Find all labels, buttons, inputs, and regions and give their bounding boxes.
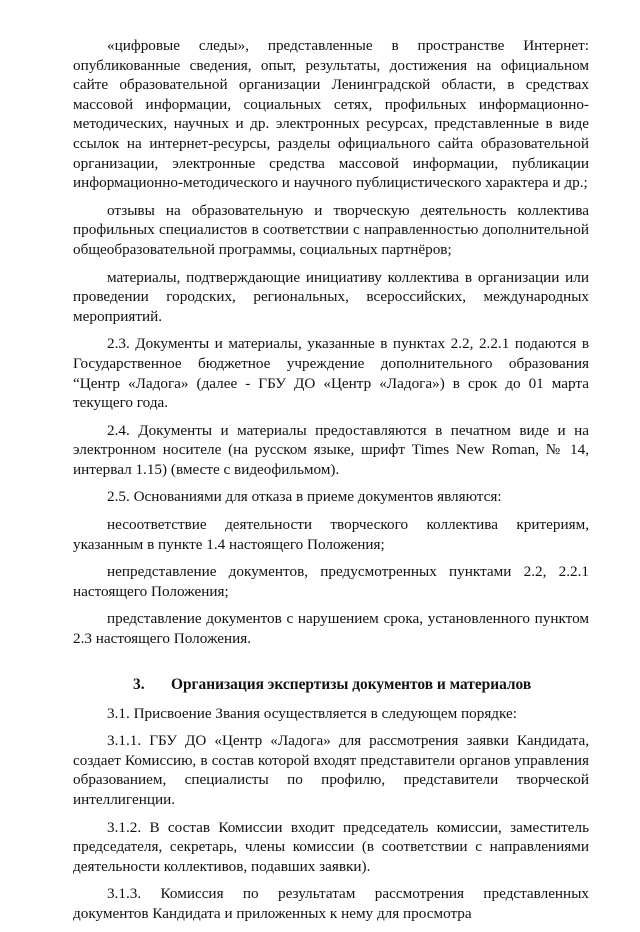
paragraph-reviews: отзывы на образовательную и творческую деятельность коллектива профильных специалистов в соответствии с направленностью дополнительной общеобразовательной программы, социальных партнёров; [73,201,589,258]
paragraph-initiative-materials: материалы, подтверждающие инициативу коллектива в организации или проведении городских, региональных, всероссийских, международных мероприятий. [73,268,589,325]
paragraph-refusal-late: представление документов с нарушением срока, установленного пунктом 2.3 настоящего Положения. [73,610,589,648]
section-title: Организация экспертизы документов и материалов [171,675,532,693]
section-number: 3. [133,675,145,693]
paragraph-2-5: 2.5. Основаниями для отказа в приеме документов являются: [107,488,502,506]
paragraph-2-3: 2.3. Документы и материалы, указанные в пунктах 2.2, 2.2.1 подаются в Государственное бюджетное учреждение дополнительного образования “Центр «Ладога» (далее - ГБУ ДО «Центр «Ладога») в срок до 01 марта текущего года. [73,335,589,412]
paragraph-refusal-criteria: несоответствие деятельности творческого коллектива критериям, указанным в пункте 1.4 настоящего Положения; [73,516,589,553]
paragraph-2-4: 2.4. Документы и материалы предоставляются в печатном виде и на электронном носителе (на русском языке, шрифт Times New Roman, № 14, интервал 1.15) (вместе с видеофильмом). [73,421,589,478]
paragraph-3-1: 3.1. Присвоение Звания осуществляется в следующем порядке: [107,704,517,722]
section-heading [73,675,589,695]
paragraph-digital-traces: «цифровые следы», представленные в пространстве Интернет: опубликованные сведения, опыт, результаты, достижения на официальном сайте образовательной организации Ленинградской области, в средствах массовой информации, социальных сетях, профильных информационно-методических, научных и др. электронных ресурсах, представленные в виде ссылок на интернет-ресурсы, разделы официального сайта образовательной организации, электронные средства массовой информации, публикации информационно-методического и научного публицистического характера и др.; [73,37,589,192]
document-body [73,36,589,932]
paragraph-3-1-3: 3.1.3. Комиссия по результатам рассмотрения представленных документов Кандидата и приложенных к нему для просмотра [73,885,589,922]
paragraph-refusal-missing-docs: непредставление документов, предусмотренных пунктами 2.2, 2.2.1 настоящего Положения; [73,563,589,600]
paragraph-3-1-1: 3.1.1. ГБУ ДО «Центр «Ладога» для рассмотрения заявки Кандидата, создает Комиссию, в состав которой входят представители органов управления образованием, специалисты по профилю, представители творческой интеллигенции. [73,732,589,808]
paragraph-3-1-2: 3.1.2. В состав Комиссии входит председатель комиссии, заместитель председателя, секретарь, члены комиссии (в соответствии с направлениями деятельности коллективов, подавших заявки). [73,818,589,875]
